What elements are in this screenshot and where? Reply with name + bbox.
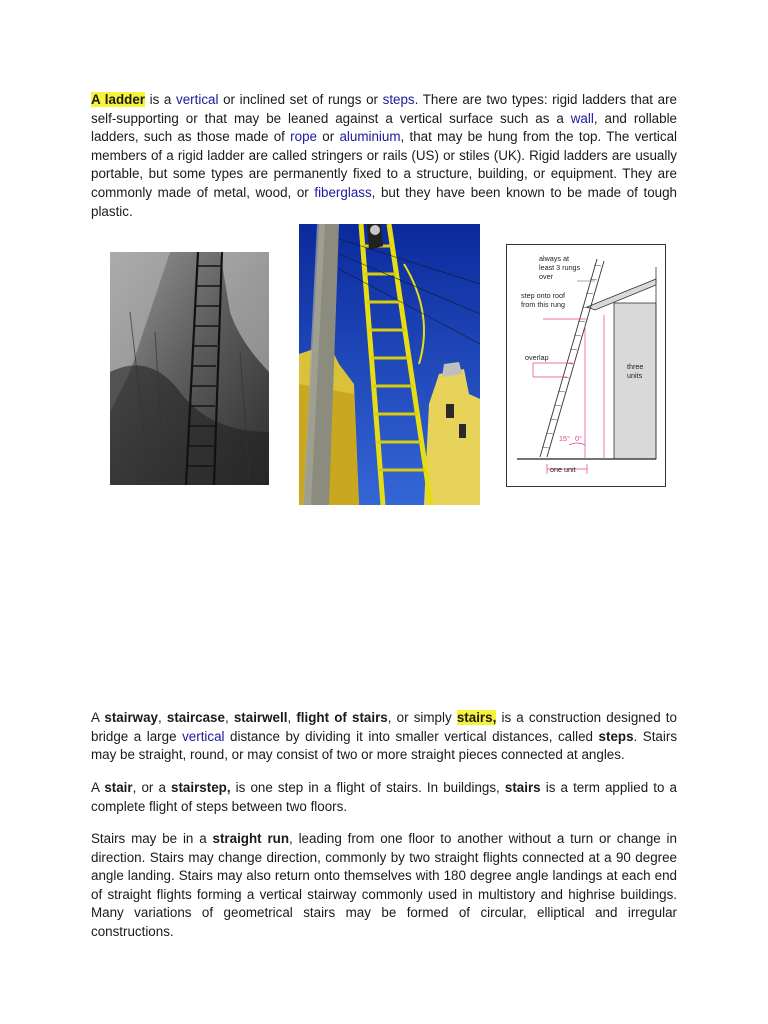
straight-run-paragraph: Stairs may be in a straight run, leading from one floor to another without a turn or change in direction. Stairs may change direction, commonly by two straight flights connected at a 90 degree angle landing. Stairs may also return onto themselves with 180 degree angle landings at each end of straight flights forming a vertical stairway commonly used in multistory and highrise buildings. Many variations of geometrical stairs may be formed of circular, elliptical and irregular constructions.: [91, 831, 677, 939]
link-vertical[interactable]: vertical: [176, 92, 219, 107]
diagram-label-least: least 3 rungs: [539, 263, 581, 272]
ladder-paragraph: A ladder is a vertical or inclined set of rungs or steps. There are two types: rigid ladders that are self-supporting or that may be leaned against a vertical surface such as a wall, and rollable ladders, such as those made of rope or aluminium, that may be hung from the top. The vertical members of a rigid ladder are called stringers or rails (US) or stiles (UK). Rigid ladders are usually portable, but some types are permanently fixed to a structure, building, or equipment. They are commonly made of metal, wood, or fiberglass, but they have been known to be made of tough plastic.: [91, 92, 678, 219]
diagram-label-always: always at: [539, 254, 569, 263]
link-rope[interactable]: rope: [290, 129, 317, 145]
diagram-label-units: units: [627, 371, 643, 380]
diagram-label-overlap: overlap: [525, 353, 549, 362]
stairway-paragraph: A stairway, staircase, stairwell, flight of stairs, or simply stairs, is a construction designed to bridge a large vertical distance by dividing it into smaller vertical distances, called steps. Stairs may be straight, round, or may consist of two or more straight pieces connected at angles.: [91, 710, 678, 763]
link-vertical-2[interactable]: vertical: [182, 728, 225, 744]
link-fiberglass[interactable]: fiberglass: [314, 184, 372, 200]
diagram-label-one-unit: one unit: [550, 465, 576, 474]
ladder-photo-color: [299, 224, 480, 505]
stairs-term-highlight: stairs,: [456, 710, 497, 725]
ladder-diagram: [506, 244, 666, 487]
diagram-label-0: 0°: [575, 434, 582, 443]
diagram-label-step1: step onto roof: [521, 291, 565, 300]
link-steps[interactable]: steps: [382, 92, 415, 107]
ladder-term-highlight: A ladder: [91, 92, 145, 107]
link-wall[interactable]: wall: [570, 110, 594, 126]
diagram-label-step2: from this rung: [521, 300, 565, 309]
diagram-label-over: over: [539, 272, 553, 281]
stair-paragraph: A stair, or a stairstep, is one step in a flight of stairs. In buildings, stairs is a term applied to a complete flight of steps between two floors.: [91, 780, 677, 814]
link-aluminium[interactable]: aluminium: [339, 129, 401, 145]
diagram-label-15: 15°: [559, 434, 570, 443]
diagram-label-three: three: [627, 362, 644, 371]
ladder-photo-bw: [110, 252, 269, 485]
